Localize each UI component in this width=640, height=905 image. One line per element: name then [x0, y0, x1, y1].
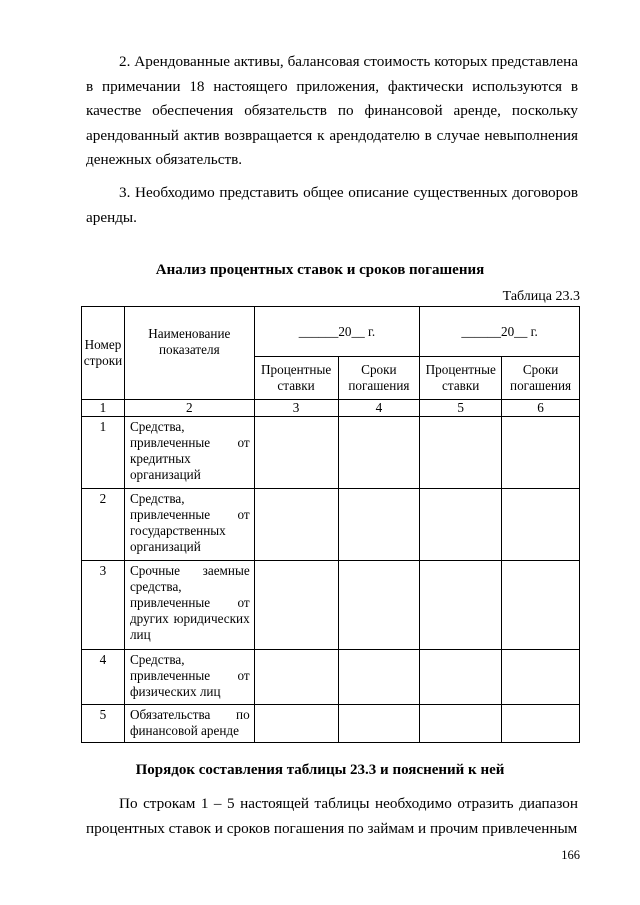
table-title: Анализ процентных ставок и сроков погашения	[155, 262, 485, 278]
row-number: 1	[82, 417, 125, 489]
empty-cell	[338, 650, 420, 705]
page-number: 166	[561, 848, 580, 862]
header-year-2: ______20__ г.	[420, 307, 580, 357]
column-number: 6	[502, 400, 580, 417]
row-number: 5	[82, 705, 125, 743]
table-row	[82, 489, 580, 561]
empty-cell	[338, 561, 420, 650]
empty-cell	[420, 417, 502, 489]
empty-cell	[254, 417, 338, 489]
empty-cell	[338, 417, 420, 489]
empty-cell	[338, 705, 420, 743]
row-number: 3	[82, 561, 125, 650]
empty-cell	[502, 417, 580, 489]
table-label: Таблица 23.3	[502, 289, 580, 304]
empty-cell	[420, 705, 502, 743]
rates-table	[81, 306, 580, 743]
table-row	[82, 561, 580, 650]
row-name: Средства, привлеченные от кредитных организаций	[124, 417, 254, 489]
empty-cell	[420, 561, 502, 650]
column-number: 1	[82, 400, 125, 417]
table-row	[82, 650, 580, 705]
paragraph-2: 2. Арендованные активы, балансовая стоимость которых представлена в примечании 18 настоящего приложения, фактически используются в качестве обеспечения обязательств по финансовой аренде, поскольку арендованный актив возвращается к арендодателю в случае невыполнения денежных обязательств.	[86, 53, 578, 168]
row-name: Средства, привлеченные от государственных организаций	[124, 489, 254, 561]
header-row-number: Номер строки	[82, 307, 125, 400]
empty-cell	[254, 561, 338, 650]
empty-cell	[254, 489, 338, 561]
column-number-row	[82, 400, 580, 417]
empty-cell	[502, 650, 580, 705]
header-terms-1: Сроки погашения	[338, 357, 420, 400]
empty-cell	[420, 650, 502, 705]
empty-cell	[502, 561, 580, 650]
header-rates-1: Процентные ставки	[254, 357, 338, 400]
paragraph-3: 3. Необходимо представить общее описание существенных договоров аренды.	[86, 184, 578, 226]
header-indicator: Наименование показателя	[124, 307, 254, 400]
empty-cell	[420, 489, 502, 561]
column-number: 4	[338, 400, 420, 417]
column-number: 5	[420, 400, 502, 417]
empty-cell	[254, 650, 338, 705]
table-row	[82, 417, 580, 489]
column-number: 2	[124, 400, 254, 417]
empty-cell	[502, 705, 580, 743]
row-name: Обязательства по финансовой аренде	[124, 705, 254, 743]
header-terms-2: Сроки погашения	[502, 357, 580, 400]
paragraph-final: По строкам 1 – 5 настоящей таблицы необходимо отразить диапазон процентных ставок и сроков погашения по займам и прочим привлеченным	[86, 795, 578, 837]
empty-cell	[502, 489, 580, 561]
column-number: 3	[254, 400, 338, 417]
table-row	[82, 705, 580, 743]
header-row-top	[82, 307, 580, 357]
row-name: Срочные заемные средства, привлеченные от других юридических лиц	[124, 561, 254, 650]
header-year-1: ______20__ г.	[254, 307, 420, 357]
row-number: 2	[82, 489, 125, 561]
row-name: Средства, привлеченные от физических лиц	[124, 650, 254, 705]
header-rates-2: Процентные ставки	[420, 357, 502, 400]
row-number: 4	[82, 650, 125, 705]
empty-cell	[338, 489, 420, 561]
section-heading: Порядок составления таблицы 23.3 и пояснений к ней	[135, 762, 505, 778]
empty-cell	[254, 705, 338, 743]
